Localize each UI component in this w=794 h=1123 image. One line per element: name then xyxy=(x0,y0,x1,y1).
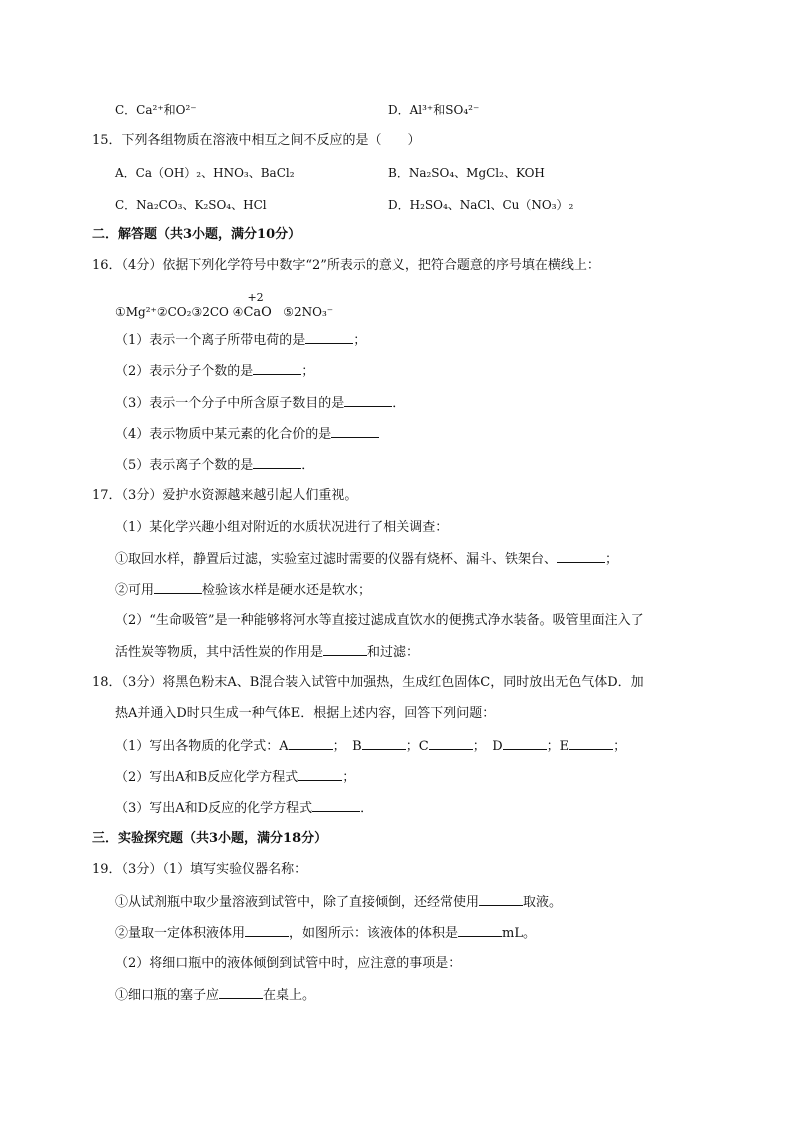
q16-symbols-suffix: ⑤2NO₃⁻ xyxy=(283,305,334,319)
q15-option-d: D．H₂SO₄、NaCl、Cu（NO₃）₂ xyxy=(388,198,574,212)
q17-part-1a-text: ①取回水样，静置后过滤，实验室过滤时需要的仪器有烧杯、漏斗、铁架台、 xyxy=(115,552,558,567)
q18-label-d: ； D xyxy=(472,739,503,754)
q19-part-2a xyxy=(115,986,315,1005)
answer-blank[interactable] xyxy=(557,550,605,563)
q16-valence-bottom: CaO xyxy=(243,305,272,320)
q19-part-1a xyxy=(115,893,562,912)
q19-part-1a-pre: ①从试剂瓶中取少量溶液到试管中，除了直接倾倒，还经常使用 xyxy=(115,895,480,910)
q19-part-1b xyxy=(115,924,536,943)
answer-blank[interactable] xyxy=(305,331,353,344)
answer-blank[interactable] xyxy=(253,362,301,375)
answer-blank[interactable] xyxy=(298,768,342,781)
q16-part-2-text: （2）表示分子个数的是 xyxy=(115,364,254,379)
q15-option-b: B．Na₂SO₄、MgCl₂、KOH xyxy=(388,166,545,180)
answer-blank[interactable] xyxy=(344,394,392,407)
q16-part-1-text: （1）表示一个离子所带电荷的是 xyxy=(115,333,306,348)
answer-blank[interactable] xyxy=(479,893,523,906)
q16-part-2 xyxy=(115,362,314,381)
answer-blank[interactable] xyxy=(253,456,301,469)
q16-part-5-text: （5）表示离子个数的是 xyxy=(115,458,254,473)
q17-part-2: （2）“生命吸管”是一种能够将河水等直接过滤成直饮水的便携式净水装备。吸管里面注入了 xyxy=(115,613,644,628)
q16-part-3 xyxy=(115,394,405,413)
q15-option-a: A．Ca（OH）₂、HNO₃、BaCl₂ xyxy=(115,166,295,180)
q17-part-1a-end: ； xyxy=(605,552,619,567)
q18-label-b: ； B xyxy=(332,739,362,754)
q18-stem-2: 热A并通入D时只生成一种气体E．根据上述内容，回答下列问题： xyxy=(115,706,496,721)
q18-part-2-end: ； xyxy=(342,770,356,785)
q16-valence-top: +2 xyxy=(247,291,264,304)
q16-part-1 xyxy=(115,331,366,350)
q18-part-2-text: （2）写出A和B反应化学方程式 xyxy=(115,770,299,785)
answer-blank[interactable] xyxy=(312,799,360,812)
q18-part-1-end: ； xyxy=(613,739,627,754)
q18-stem: 18．（3分）将黑色粉末A、B混合装入试管中加强热，生成红色固体C，同时放出无色气体D．加 xyxy=(92,675,644,690)
q17-part-1: （1）某化学兴趣小组对附近的水质状况进行了相关调查： xyxy=(115,520,449,535)
q18-part-1 xyxy=(115,737,626,756)
q17-part-1a xyxy=(115,550,618,569)
q18-part-1-text: （1）写出各物质的化学式：A xyxy=(115,739,289,754)
q16-symbols-prefix: ①Mg²⁺②CO₂③2CO ④ xyxy=(115,305,244,319)
q17-part-2b-post: 和过滤： xyxy=(367,645,420,660)
q18-part-2 xyxy=(115,768,355,787)
q19-part-2a-post: 在桌上。 xyxy=(263,988,316,1003)
q19-part-1b-mid: ，如图所示：该液体的体积是 xyxy=(289,926,459,941)
answer-blank-e[interactable] xyxy=(569,737,613,750)
q14-option-d: D．Al³⁺和SO₄²⁻ xyxy=(388,103,480,117)
q19-part-2: （2）将细口瓶中的液体倾倒到试管中时，应注意的事项是： xyxy=(115,956,462,971)
q16-part-3-text: （3）表示一个分子中所含原子数目的是 xyxy=(115,396,345,411)
q19-part-1b-post: mL。 xyxy=(502,926,536,941)
q18-part-3-end: ． xyxy=(360,801,374,816)
q16-part-3-end: ． xyxy=(392,396,406,411)
q18-part-3 xyxy=(115,799,373,818)
q16-part-5 xyxy=(115,456,314,475)
q17-part-2b-pre: 活性炭等物质，其中活性炭的作用是 xyxy=(115,645,324,660)
answer-blank-c[interactable] xyxy=(429,737,473,750)
q15-stem: 15．下列各组物质在溶液中相互之间不反应的是（ ） xyxy=(92,133,421,148)
q16-symbols xyxy=(115,293,333,322)
q17-part-2b xyxy=(115,643,419,662)
q16-part-4-text: （4）表示物质中某元素的化合价的是 xyxy=(115,427,332,442)
q16-valence-symbol xyxy=(243,293,271,322)
answer-blank[interactable] xyxy=(458,924,502,937)
q16-part-5-end: ． xyxy=(301,458,315,473)
answer-blank-a[interactable] xyxy=(289,737,333,750)
answer-blank[interactable] xyxy=(219,986,263,999)
q16-part-1-end: ； xyxy=(353,333,367,348)
answer-blank[interactable] xyxy=(154,581,202,594)
answer-blank[interactable] xyxy=(331,425,379,438)
section-2-title: 二．解答题（共3小题，满分10分） xyxy=(92,227,302,242)
q14-option-c: C．Ca²⁺和O²⁻ xyxy=(115,103,197,117)
q17-part-1b-pre: ②可用 xyxy=(115,583,155,598)
q17-part-1b xyxy=(115,581,371,600)
q17-part-1b-post: 检验该水样是硬水还是软水； xyxy=(202,583,372,598)
q16-part-4 xyxy=(115,425,379,444)
q19-part-1a-post: 取液。 xyxy=(523,895,563,910)
q18-label-e: ；E xyxy=(546,739,570,754)
q16-stem: 16．（4分）依据下列化学符号中数字“2”所表示的意义，把符合题意的序号填在横线上： xyxy=(92,258,600,273)
q19-stem: 19．（3分）（1）填写实验仪器名称： xyxy=(92,862,308,877)
q18-part-3-text: （3）写出A和D反应的化学方程式 xyxy=(115,801,313,816)
section-3-title: 三．实验探究题（共3小题，满分18分） xyxy=(92,831,328,846)
answer-blank-d[interactable] xyxy=(503,737,547,750)
q18-label-c: ；C xyxy=(405,739,429,754)
q16-part-2-end: ； xyxy=(301,364,315,379)
q17-stem: 17．（3分）爱护水资源越来越引起人们重视。 xyxy=(92,488,358,503)
q19-part-1b-pre: ②量取一定体积液体用 xyxy=(115,926,246,941)
answer-blank[interactable] xyxy=(323,643,367,656)
q19-part-2a-pre: ①细口瓶的塞子应 xyxy=(115,988,220,1003)
q15-option-c: C．Na₂CO₃、K₂SO₄、HCl xyxy=(115,198,267,212)
answer-blank[interactable] xyxy=(245,924,289,937)
answer-blank-b[interactable] xyxy=(362,737,406,750)
